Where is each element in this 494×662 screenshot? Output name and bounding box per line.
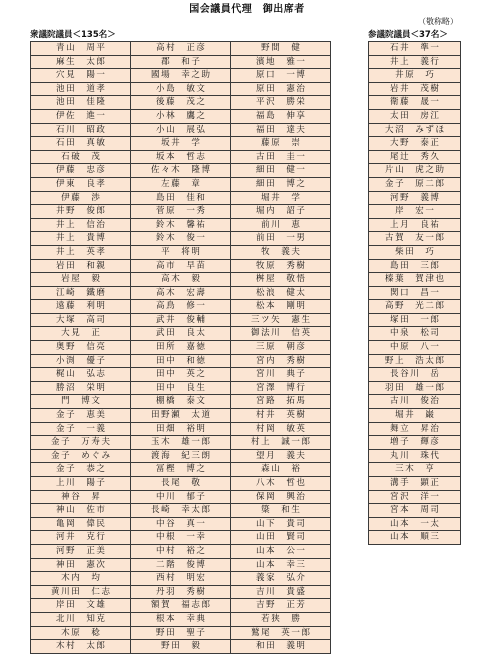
representative-name-cell: 吉野 正芳: [231, 599, 331, 613]
councillors-table: [368, 41, 461, 545]
representative-name-cell: 岸田 文雄: [31, 599, 131, 613]
councillor-name-cell: 太田 房江: [369, 110, 461, 124]
representative-name-cell: 岩屋 毅: [31, 273, 131, 287]
councillor-name-cell: 大沼 みずほ: [369, 124, 461, 138]
councillor-name-cell: 塚田 一郎: [369, 314, 461, 328]
councillor-name-cell: 山本 順三: [369, 531, 461, 545]
councillor-name-cell: 榛葉 賀津也: [369, 273, 461, 287]
representative-name-cell: 大見 正: [31, 327, 131, 341]
representative-name-cell: 大塚 高司: [31, 314, 131, 328]
representative-name-cell: 中村 裕之: [131, 545, 231, 559]
representative-name-cell: 石破 茂: [31, 151, 131, 165]
representative-name-cell: 小林 鷹之: [131, 110, 231, 124]
representative-name-cell: 木村 太郎: [31, 640, 131, 654]
representative-name-cell: 金子 恵美: [31, 409, 131, 423]
representative-name-cell: 武田 良太: [131, 327, 231, 341]
representative-name-cell: 黄川田 仁志: [31, 586, 131, 600]
councillor-name-cell: 堀井 巌: [369, 409, 461, 423]
representative-name-cell: 細田 博之: [231, 178, 331, 192]
representative-name-cell: 簗 和生: [231, 504, 331, 518]
representative-name-cell: 門 博文: [31, 395, 131, 409]
representative-name-cell: 木内 均: [31, 572, 131, 586]
representative-name-cell: 勝沼 栄明: [31, 382, 131, 396]
honorific-note: （敬称略）: [418, 17, 458, 26]
representative-name-cell: 桝屋 敬悟: [231, 273, 331, 287]
representative-name-cell: 藤原 崇: [231, 137, 331, 151]
representative-name-cell: 奥野 信亮: [31, 341, 131, 355]
representative-name-cell: 田中 和徳: [131, 355, 231, 369]
representative-name-cell: 山下 貴司: [231, 518, 331, 532]
representative-name-cell: 池田 道孝: [31, 83, 131, 97]
councillors-heading: 参議院議員＜37名＞: [368, 30, 448, 40]
representative-name-cell: 丹羽 秀樹: [131, 586, 231, 600]
representative-name-cell: 和田 義明: [231, 640, 331, 654]
councillor-name-cell: 衛藤 晟一: [369, 96, 461, 110]
councillor-name-cell: 長谷川 岳: [369, 368, 461, 382]
representative-name-cell: 田野瀬 太道: [131, 409, 231, 423]
representative-name-cell: 石川 昭政: [31, 124, 131, 138]
councillor-name-cell: 増子 輝彦: [369, 436, 461, 450]
representative-name-cell: 村上 誠一郎: [231, 436, 331, 450]
representative-name-cell: 御法川 信英: [231, 327, 331, 341]
representative-name-cell: 長崎 幸太郎: [131, 504, 231, 518]
representative-name-cell: 松本 剛明: [231, 300, 331, 314]
councillor-name-cell: 河野 義博: [369, 192, 461, 206]
representative-name-cell: 伊藤 忠彦: [31, 164, 131, 178]
representative-name-cell: 小山 展弘: [131, 124, 231, 138]
representative-name-cell: 島田 佳和: [131, 192, 231, 206]
councillor-name-cell: 三木 亨: [369, 463, 461, 477]
councillor-name-cell: 井原 巧: [369, 69, 461, 83]
representative-name-cell: 原口 一博: [231, 69, 331, 83]
representative-name-cell: 小渕 優子: [31, 355, 131, 369]
representative-name-cell: 山本 幸三: [231, 559, 331, 573]
councillor-name-cell: 上月 良祐: [369, 219, 461, 233]
representative-name-cell: 棚橋 泰文: [131, 395, 231, 409]
representative-name-cell: 森山 裕: [231, 463, 331, 477]
representative-name-cell: 冨樫 博之: [131, 463, 231, 477]
representative-name-cell: 穴見 陽一: [31, 69, 131, 83]
representative-name-cell: 宮路 拓馬: [231, 395, 331, 409]
representative-name-cell: 高市 早苗: [131, 260, 231, 274]
representative-name-cell: 若狭 勝: [231, 613, 331, 627]
representative-name-cell: 中谷 真一: [131, 518, 231, 532]
representative-name-cell: 金子 めぐみ: [31, 450, 131, 464]
representative-name-cell: 八木 哲也: [231, 477, 331, 491]
representative-name-cell: 渡海 紀三朗: [131, 450, 231, 464]
representative-name-cell: 神山 佐市: [31, 504, 131, 518]
representative-name-cell: 福島 伸享: [231, 110, 331, 124]
representative-name-cell: 梶山 弘志: [31, 368, 131, 382]
representative-name-cell: 高鳥 修一: [131, 300, 231, 314]
representative-name-cell: 二階 俊博: [131, 559, 231, 573]
representative-name-cell: 石田 真敏: [31, 137, 131, 151]
representative-name-cell: 三ツ矢 憲生: [231, 314, 331, 328]
representative-name-cell: 西村 明宏: [131, 572, 231, 586]
representative-name-cell: 佐々木 隆博: [131, 164, 231, 178]
representative-name-cell: 坂井 学: [131, 137, 231, 151]
representative-name-cell: 松浪 健太: [231, 287, 331, 301]
representative-name-cell: 古田 圭一: [231, 151, 331, 165]
councillor-name-cell: 関口 昌一: [369, 287, 461, 301]
representative-name-cell: 田所 嘉徳: [131, 341, 231, 355]
representative-name-cell: 岩田 和親: [31, 260, 131, 274]
representatives-table: [30, 41, 331, 654]
representative-name-cell: 村井 英樹: [231, 409, 331, 423]
document-title: 国会議員代理 御出席者: [189, 4, 305, 15]
representative-name-cell: 井上 貴博: [31, 232, 131, 246]
representative-name-cell: 井上 信治: [31, 219, 131, 233]
representative-name-cell: 平 将明: [131, 246, 231, 260]
representative-name-cell: 武井 俊輔: [131, 314, 231, 328]
representative-name-cell: 原田 憲治: [231, 83, 331, 97]
representative-name-cell: 平沢 勝栄: [231, 96, 331, 110]
representative-name-cell: 山田 賢司: [231, 531, 331, 545]
representative-name-cell: 伊藤 渉: [31, 192, 131, 206]
representative-name-cell: 野間 健: [231, 42, 331, 56]
representative-name-cell: 山本 公一: [231, 545, 331, 559]
representative-name-cell: 左藤 章: [131, 178, 231, 192]
representative-name-cell: 木原 稔: [31, 627, 131, 641]
representative-name-cell: 根本 幸典: [131, 613, 231, 627]
councillor-name-cell: 野上 浩太郎: [369, 355, 461, 369]
representative-name-cell: 長尾 敬: [131, 477, 231, 491]
councillor-name-cell: 古川 俊治: [369, 395, 461, 409]
councillor-name-cell: 宮沢 洋一: [369, 491, 461, 505]
representative-name-cell: 堀井 学: [231, 192, 331, 206]
representative-name-cell: 上川 陽子: [31, 477, 131, 491]
representative-name-cell: 金子 恭之: [31, 463, 131, 477]
councillor-name-cell: 尾辻 秀久: [369, 151, 461, 165]
representative-name-cell: 高村 正彦: [131, 42, 231, 56]
representative-name-cell: 遠藤 利明: [31, 300, 131, 314]
representative-name-cell: 宮澤 博行: [231, 382, 331, 396]
representative-name-cell: 鈴木 俊一: [131, 232, 231, 246]
councillor-name-cell: 片山 虎之助: [369, 164, 461, 178]
representative-name-cell: 濱地 雅一: [231, 56, 331, 70]
councillor-name-cell: 岩井 茂樹: [369, 83, 461, 97]
councillor-name-cell: 岸 宏一: [369, 205, 461, 219]
representative-name-cell: 郡 和子: [131, 56, 231, 70]
representative-name-cell: 野田 毅: [131, 640, 231, 654]
representative-name-cell: 宮内 秀樹: [231, 355, 331, 369]
representative-name-cell: 小島 敏文: [131, 83, 231, 97]
representative-name-cell: 國場 幸之助: [131, 69, 231, 83]
representative-name-cell: 井野 俊郎: [31, 205, 131, 219]
representative-name-cell: 前田 一男: [231, 232, 331, 246]
representative-name-cell: 後藤 茂之: [131, 96, 231, 110]
councillor-name-cell: 大野 泰正: [369, 137, 461, 151]
councillor-name-cell: 高野 光二郎: [369, 300, 461, 314]
representative-name-cell: 田中 英之: [131, 368, 231, 382]
representative-name-cell: 伊佐 進一: [31, 110, 131, 124]
councillor-name-cell: 島田 三郎: [369, 260, 461, 274]
representative-name-cell: 野田 聖子: [131, 627, 231, 641]
representative-name-cell: 北川 知克: [31, 613, 131, 627]
representative-name-cell: 堀内 詔子: [231, 205, 331, 219]
representative-name-cell: 池田 佳隆: [31, 96, 131, 110]
representative-name-cell: 金子 万寿夫: [31, 436, 131, 450]
representative-name-cell: 額賀 福志郎: [131, 599, 231, 613]
councillor-name-cell: 石井 準一: [369, 42, 461, 56]
representative-name-cell: 高木 宏壽: [131, 287, 231, 301]
councillor-name-cell: 井上 義行: [369, 56, 461, 70]
representative-name-cell: 河井 克行: [31, 531, 131, 545]
representative-name-cell: 細田 健一: [231, 164, 331, 178]
representative-name-cell: 河野 正美: [31, 545, 131, 559]
representative-name-cell: 麻生 太郎: [31, 56, 131, 70]
councillor-name-cell: 溝手 顕正: [369, 477, 461, 491]
representative-name-cell: 村岡 敏英: [231, 423, 331, 437]
councillor-name-cell: 中泉 松司: [369, 327, 461, 341]
representative-name-cell: 神谷 昇: [31, 491, 131, 505]
councillor-name-cell: 柴田 巧: [369, 246, 461, 260]
representative-name-cell: 菅原 一秀: [131, 205, 231, 219]
representative-name-cell: 中根 一幸: [131, 531, 231, 545]
councillor-name-cell: 山本 一太: [369, 518, 461, 532]
councillor-name-cell: 宮本 周司: [369, 504, 461, 518]
councillor-name-cell: 羽田 雄一郎: [369, 382, 461, 396]
representative-name-cell: 伊東 良孝: [31, 178, 131, 192]
representative-name-cell: 井上 英孝: [31, 246, 131, 260]
representative-name-cell: 金子 一義: [31, 423, 131, 437]
representative-name-cell: 田畑 裕明: [131, 423, 231, 437]
representative-name-cell: 吉川 貴盛: [231, 586, 331, 600]
representative-name-cell: 高木 毅: [131, 273, 231, 287]
representative-name-cell: 保岡 興治: [231, 491, 331, 505]
representative-name-cell: 田中 良生: [131, 382, 231, 396]
councillor-name-cell: 古賀 友一郎: [369, 232, 461, 246]
representative-name-cell: 三原 朝彦: [231, 341, 331, 355]
councillor-name-cell: 金子 原二郎: [369, 178, 461, 192]
councillor-name-cell: 中原 八一: [369, 341, 461, 355]
representative-name-cell: 牧 義夫: [231, 246, 331, 260]
representative-name-cell: 亀岡 偉民: [31, 518, 131, 532]
representative-name-cell: 鷲尾 英一郎: [231, 627, 331, 641]
representative-name-cell: 鈴木 馨祐: [131, 219, 231, 233]
representative-name-cell: 坂本 哲志: [131, 151, 231, 165]
representative-name-cell: 福田 達夫: [231, 124, 331, 138]
representative-name-cell: 牧原 秀樹: [231, 260, 331, 274]
representative-name-cell: 青山 周平: [31, 42, 131, 56]
representative-name-cell: 望月 義夫: [231, 450, 331, 464]
representative-name-cell: 江崎 鐵磨: [31, 287, 131, 301]
representative-name-cell: 中川 郁子: [131, 491, 231, 505]
representative-name-cell: 神田 憲次: [31, 559, 131, 573]
councillor-name-cell: 舞立 昇治: [369, 423, 461, 437]
representatives-heading: 衆議院議員＜135名＞: [30, 30, 116, 40]
representative-name-cell: 前川 恵: [231, 219, 331, 233]
representative-name-cell: 義家 弘介: [231, 572, 331, 586]
councillor-name-cell: 丸川 珠代: [369, 450, 461, 464]
representative-name-cell: 玉木 雄一郎: [131, 436, 231, 450]
representative-name-cell: 宮川 典子: [231, 368, 331, 382]
